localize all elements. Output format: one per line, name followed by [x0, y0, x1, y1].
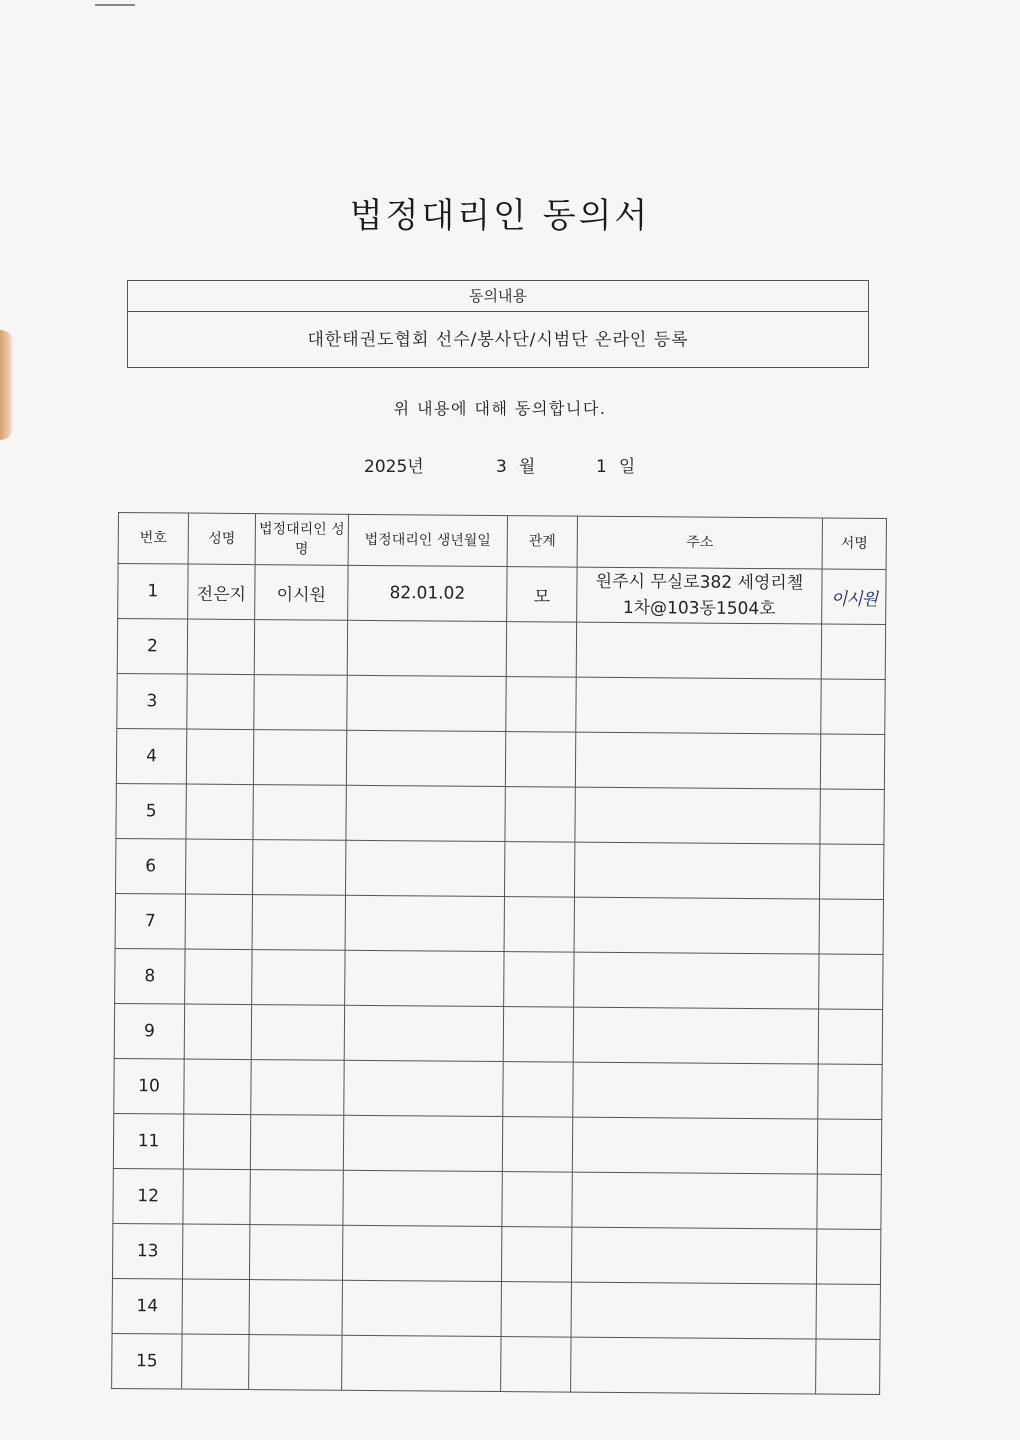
- cell-address: [574, 897, 819, 954]
- cell-name: [183, 1169, 250, 1225]
- cell-relation: [502, 1172, 572, 1228]
- cell-relation: [505, 732, 575, 788]
- cell-number: 6: [116, 838, 186, 894]
- consent-content: 대한태권도협회 선수/봉사단/시범단 온라인 등록: [307, 330, 689, 350]
- cell-signature: [820, 789, 884, 845]
- cell-relation: [503, 1062, 573, 1118]
- cell-address: [571, 1227, 816, 1284]
- date-month-value: 3: [496, 457, 507, 477]
- cell-guardian-dob: [345, 895, 504, 951]
- cell-address: [575, 787, 820, 844]
- cell-signature: [816, 1284, 880, 1340]
- cell-number: 8: [115, 948, 185, 1004]
- cell-signature: [819, 954, 883, 1010]
- cell-relation: [501, 1282, 571, 1338]
- cell-name: [184, 1059, 251, 1115]
- cell-relation: [501, 1227, 571, 1283]
- cell-guardian-name: [253, 730, 346, 786]
- cell-signature: [818, 1064, 882, 1120]
- cell-relation: [505, 787, 575, 843]
- cell-number: 11: [113, 1113, 183, 1169]
- cell-guardian-dob: 82.01.02: [348, 565, 507, 621]
- cell-address: [576, 622, 821, 679]
- cell-signature: [817, 1119, 881, 1175]
- cell-number: 5: [116, 783, 186, 839]
- cell-signature: 이시원: [822, 569, 886, 625]
- date-day-value: 1: [596, 457, 607, 477]
- cell-name: [184, 1004, 251, 1060]
- roster-body: [112, 564, 886, 1395]
- header-name: 성명: [188, 513, 255, 565]
- cell-guardian-name: [249, 1225, 342, 1281]
- cell-number: 12: [113, 1168, 183, 1224]
- cell-relation: [504, 842, 574, 898]
- cell-number: 15: [112, 1333, 182, 1389]
- cell-address: [577, 567, 822, 624]
- cell-address: [572, 1172, 817, 1229]
- cell-number: 1: [118, 564, 188, 620]
- cell-address: [576, 677, 821, 734]
- scan-mark: [95, 4, 135, 6]
- cell-guardian-dob: [346, 785, 505, 841]
- cell-number: 9: [114, 1003, 184, 1059]
- table-row: [117, 619, 885, 680]
- cell-address: [575, 732, 820, 789]
- cell-guardian-name: [252, 950, 345, 1006]
- cell-name: [186, 784, 253, 840]
- date-month-label: 월: [518, 457, 536, 477]
- cell-guardian-name: [254, 620, 347, 676]
- table-header-row: [118, 513, 886, 570]
- cell-name: [186, 839, 253, 895]
- table-row: [113, 1113, 881, 1174]
- cell-guardian-dob: [346, 730, 505, 786]
- cell-name: [185, 949, 252, 1005]
- cell-guardian-name: [249, 1335, 342, 1391]
- cell-number: 13: [112, 1223, 182, 1279]
- cell-guardian-name: [251, 1005, 344, 1061]
- date-day-label: 일: [618, 457, 636, 477]
- cell-guardian-name: [251, 1060, 344, 1116]
- cell-number: 3: [117, 673, 187, 729]
- consent-box: [127, 280, 869, 368]
- cell-address: [571, 1337, 816, 1394]
- cell-guardian-name: [253, 785, 346, 841]
- cell-name: 전은지: [188, 564, 255, 620]
- cell-guardian-dob: [347, 620, 506, 676]
- table-row: [114, 1003, 882, 1064]
- cell-number: 10: [114, 1058, 184, 1114]
- photo-page-edge: [0, 330, 14, 440]
- cell-signature: [819, 899, 883, 955]
- cell-signature: [816, 1229, 880, 1285]
- cell-guardian-dob: [345, 950, 504, 1006]
- cell-name: [182, 1334, 249, 1390]
- cell-signature: [820, 734, 884, 790]
- table-row: [115, 948, 883, 1009]
- date-year: 2025년: [364, 457, 424, 477]
- cell-signature: [817, 1174, 881, 1230]
- cell-address: [572, 1117, 817, 1174]
- table-row: [116, 783, 884, 844]
- cell-name: [186, 729, 253, 785]
- cell-guardian-dob: [343, 1170, 502, 1226]
- cell-guardian-name: [252, 895, 345, 951]
- cell-guardian-dob: [344, 1005, 503, 1061]
- cell-guardian-name: [252, 840, 345, 896]
- cell-address: [573, 1062, 818, 1119]
- cell-guardian-name: [249, 1280, 342, 1336]
- table-row: [114, 1058, 882, 1119]
- cell-number: 2: [117, 619, 187, 675]
- header-number: 번호: [118, 513, 188, 565]
- cell-guardian-name: [250, 1115, 343, 1171]
- cell-relation: 모: [507, 567, 577, 623]
- cell-number: 7: [115, 893, 185, 949]
- address-line-1: 원주시 무실로382 세영리첼: [595, 571, 804, 594]
- date-day: [596, 452, 635, 477]
- cell-guardian-name: 이시원: [255, 565, 348, 621]
- cell-signature: [818, 1009, 882, 1065]
- cell-relation: [504, 897, 574, 953]
- table-row: [116, 838, 884, 899]
- cell-name: [185, 894, 252, 950]
- header-guardian-dob: 법정대리인 생년월일: [348, 514, 507, 566]
- header-relation: 관계: [507, 516, 577, 568]
- cell-guardian-dob: [342, 1335, 501, 1391]
- cell-address: [571, 1282, 816, 1339]
- cell-name: [187, 619, 254, 675]
- cell-guardian-dob: [342, 1225, 501, 1281]
- table-row: [115, 893, 883, 954]
- consent-header: 동의내용: [128, 281, 868, 312]
- cell-relation: [502, 1117, 572, 1173]
- table-row: [118, 564, 886, 625]
- address-line-2: 1차@103동1504호: [622, 597, 776, 620]
- table-row: [112, 1223, 880, 1284]
- header-signature: 서명: [822, 518, 886, 570]
- cell-relation: [506, 677, 576, 733]
- cell-signature: [821, 624, 885, 680]
- cell-relation: [504, 952, 574, 1008]
- table-row: [116, 728, 884, 789]
- cell-guardian-name: [250, 1170, 343, 1226]
- table-row: [112, 1333, 880, 1394]
- cell-address: [574, 952, 819, 1009]
- cell-signature: [819, 844, 883, 900]
- date-month: [496, 452, 535, 477]
- document-title: 법정대리인 동의서: [349, 196, 651, 236]
- table-row: [113, 1168, 881, 1229]
- cell-name: [183, 1114, 250, 1170]
- cell-relation: [503, 1007, 573, 1063]
- header-guardian-name: 법정대리인 성명: [255, 514, 348, 566]
- header-address: 주소: [577, 516, 822, 569]
- cell-signature: [821, 679, 885, 735]
- cell-address: [573, 1007, 818, 1064]
- cell-guardian-dob: [344, 1060, 503, 1116]
- cell-name: [182, 1224, 249, 1280]
- cell-signature: [816, 1339, 880, 1395]
- cell-name: [182, 1279, 249, 1335]
- cell-guardian-dob: [343, 1115, 502, 1171]
- cell-number: 4: [116, 728, 186, 784]
- guardian-roster-table: [111, 512, 887, 1395]
- cell-name: [187, 674, 254, 730]
- table-row: [112, 1278, 880, 1339]
- cell-number: 14: [112, 1278, 182, 1334]
- cell-address: [574, 842, 819, 899]
- cell-guardian-dob: [347, 675, 506, 731]
- cell-relation: [501, 1337, 571, 1393]
- cell-guardian-name: [254, 675, 347, 731]
- table-row: [117, 673, 885, 734]
- cell-relation: [506, 622, 576, 678]
- cell-guardian-dob: [342, 1280, 501, 1336]
- cell-guardian-dob: [345, 840, 504, 896]
- agreement-statement: 위 내용에 대해 동의합니다.: [393, 399, 607, 418]
